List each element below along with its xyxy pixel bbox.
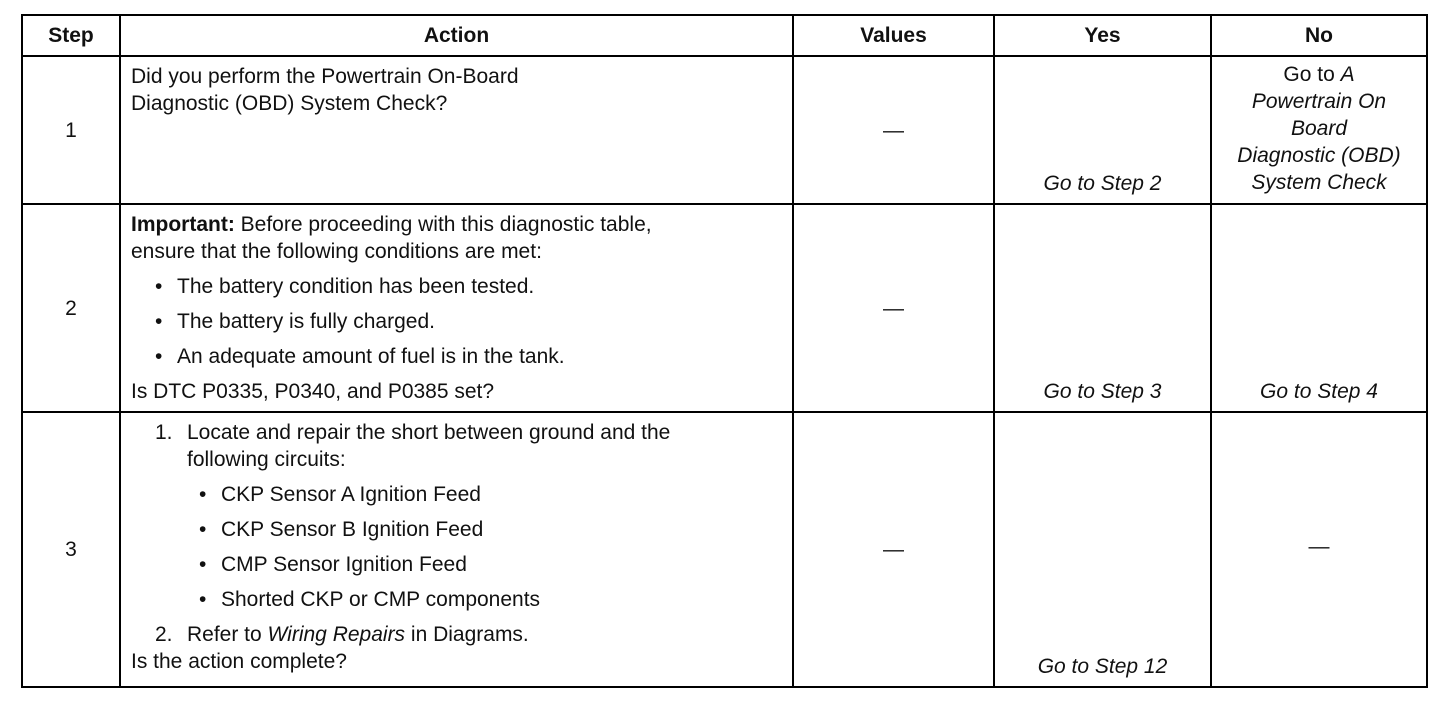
values-cell (793, 204, 994, 412)
list-item: • The battery is fully charged. (131, 308, 782, 335)
table-row (22, 56, 1427, 204)
action-cell (120, 204, 793, 412)
numbered-item-continued (131, 446, 782, 473)
numbered-item (131, 621, 782, 648)
item-text: Refer to (187, 623, 268, 646)
step-number: 3 (22, 412, 120, 687)
numbered-item (131, 419, 782, 446)
list-item: • CMP Sensor Ignition Feed (131, 551, 782, 578)
action-question: Is the action complete? (131, 650, 347, 673)
important-text: ensure that the following conditions are met: (131, 240, 542, 263)
no-link-line[interactable]: Diagnostic (OBD) (1237, 144, 1401, 167)
item-text: in Diagrams. (405, 623, 529, 646)
values-dash: — (883, 296, 904, 320)
header-no: No (1211, 15, 1427, 56)
list-item: • CKP Sensor A Ignition Feed (131, 481, 782, 508)
header-values: Values (793, 15, 994, 56)
no-italic: A (1340, 63, 1355, 86)
yes-link[interactable]: Go to Step 12 (1037, 655, 1168, 678)
yes-cell (994, 412, 1211, 687)
item-number: 2. (155, 623, 173, 646)
header-row (22, 15, 1427, 56)
yes-link[interactable]: Go to Step 2 (1043, 172, 1162, 195)
values-dash: — (883, 538, 904, 561)
step-number: 2 (22, 204, 120, 412)
values-dash: — (883, 118, 904, 142)
important-text: Before proceeding with this diagnostic table, (234, 213, 652, 236)
header-step: Step (22, 15, 120, 56)
action-cell (120, 412, 793, 687)
action-cell (120, 56, 793, 204)
yes-cell (994, 56, 1211, 204)
table-row (22, 204, 1427, 412)
no-prefix: Go to (1283, 63, 1341, 86)
no-dash: — (1308, 535, 1330, 558)
list-item: • Shorted CKP or CMP components (131, 586, 782, 613)
list-item: • The battery condition has been tested. (131, 273, 782, 300)
step-number: 1 (22, 56, 120, 204)
no-cell (1211, 204, 1427, 412)
header-action: Action (120, 15, 793, 56)
important-note (131, 211, 782, 238)
yes-link[interactable]: Go to Step 3 (1043, 380, 1162, 403)
values-cell (793, 56, 994, 204)
no-cell (1211, 56, 1427, 204)
diagnostic-table (21, 14, 1428, 688)
no-link-line[interactable]: Board (1290, 117, 1348, 140)
important-label: Important: (131, 213, 235, 236)
item-number: 1. (155, 421, 173, 444)
no-cell (1211, 412, 1427, 687)
wiring-repairs-link[interactable]: Wiring Repairs (267, 623, 406, 646)
item-text: following circuits: (187, 448, 346, 471)
no-link[interactable]: Go to Step 4 (1260, 380, 1378, 403)
action-question: Is DTC P0335, P0340, and P0385 set? (131, 380, 495, 403)
item-text: Locate and repair the short between ground and the (187, 421, 671, 444)
values-cell (793, 412, 994, 687)
action-text: Did you perform the Powertrain On-Board (131, 65, 519, 88)
table-row (22, 412, 1427, 687)
list-item: • CKP Sensor B Ignition Feed (131, 516, 782, 543)
no-link-line[interactable]: Powertrain On (1251, 90, 1387, 113)
header-yes: Yes (994, 15, 1211, 56)
yes-cell (994, 204, 1211, 412)
list-item: • An adequate amount of fuel is in the tank. (131, 343, 782, 370)
action-text: Diagnostic (OBD) System Check? (131, 92, 448, 115)
no-link-line[interactable]: System Check (1251, 171, 1387, 194)
no-link[interactable] (1212, 61, 1426, 88)
